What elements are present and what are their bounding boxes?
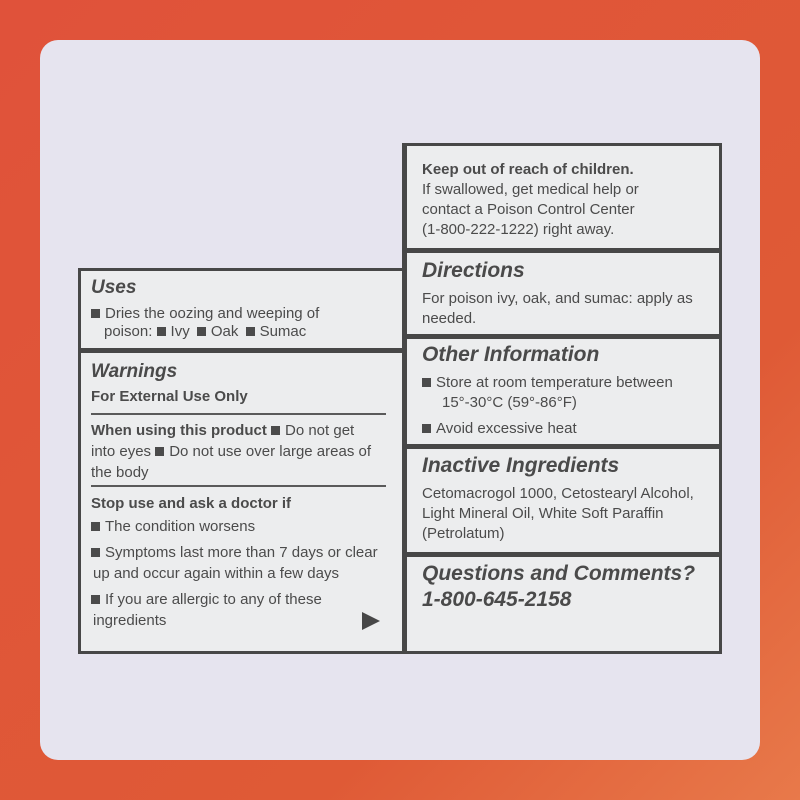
bullet-icon xyxy=(91,595,100,604)
stop-use-section xyxy=(91,493,401,631)
bullet-icon xyxy=(91,548,100,557)
bullet-icon xyxy=(91,522,100,531)
inactive-section: Inactive Ingredients Cetomacrogol 1000, Cetostearyl Alcohol, Light Mineral Oil, White Soft Paraffin (Petrolatum) xyxy=(422,454,722,544)
uses-line2: poison: Ivy Oak Sumac xyxy=(104,323,307,340)
bullet-icon xyxy=(422,424,431,433)
bullet-icon xyxy=(91,309,100,318)
section-divider xyxy=(407,444,719,449)
left-panel xyxy=(78,268,404,654)
right-panel xyxy=(402,143,722,654)
warnings-section xyxy=(91,361,391,405)
list-item: The condition worsens xyxy=(91,516,401,537)
phone-number: 1-800-645-2158 xyxy=(422,588,572,611)
uses-line1: Dries the oozing and weeping of xyxy=(91,305,391,322)
play-arrow-icon xyxy=(361,611,381,631)
list-item: Avoid excessive heat xyxy=(422,419,722,439)
list-item: Symptoms last more than 7 days or clear up and occur again within a few days xyxy=(93,544,378,582)
questions-heading: Questions and Comments? xyxy=(422,562,696,585)
section-divider xyxy=(407,248,719,253)
bullet-icon xyxy=(422,378,431,387)
stop-use-heading: Stop use and ask a doctor if xyxy=(91,495,292,512)
warnings-divider xyxy=(91,413,386,415)
list-item: Store at room temperature between xyxy=(422,373,722,393)
bullet-icon xyxy=(155,447,164,456)
inactive-heading: Inactive Ingredients xyxy=(422,454,620,477)
bullet-icon xyxy=(271,426,280,435)
image-card xyxy=(40,40,760,760)
directions-section: Directions For poison ivy, oak, and sumac: apply as needed. xyxy=(422,259,722,329)
section-divider xyxy=(407,552,719,557)
bullet-icon xyxy=(157,327,166,336)
warnings-heading: Warnings xyxy=(91,361,178,382)
bullet-icon xyxy=(246,327,255,336)
when-using-section: When using this product Do not get into eyes Do not use over large areas of the body xyxy=(91,422,372,481)
section-divider xyxy=(81,348,407,353)
drug-facts-label xyxy=(40,40,760,760)
other-info-section: Other Information Store at room temperature between 15°-30°C (59°-86°F) Avoid excessive heat xyxy=(422,343,722,439)
keep-out-section: Keep out of reach of children. If swallowed, get medical help or contact a Poison Control Center (1-800-222-1222) right away. xyxy=(422,160,722,240)
list-item: If you are allergic to any of these ingredients xyxy=(93,591,322,629)
uses-heading: Uses xyxy=(91,277,137,298)
questions-section xyxy=(422,562,722,612)
section-divider xyxy=(407,334,719,339)
when-using-heading: When using this product xyxy=(91,422,267,439)
external-use-text: For External Use Only xyxy=(91,388,248,405)
bullet-icon xyxy=(197,327,206,336)
directions-heading: Directions xyxy=(422,259,525,282)
uses-section xyxy=(91,277,391,340)
other-info-heading: Other Information xyxy=(422,343,600,366)
keep-out-heading: Keep out of reach of children. xyxy=(422,161,634,178)
when-using-divider xyxy=(91,485,386,487)
